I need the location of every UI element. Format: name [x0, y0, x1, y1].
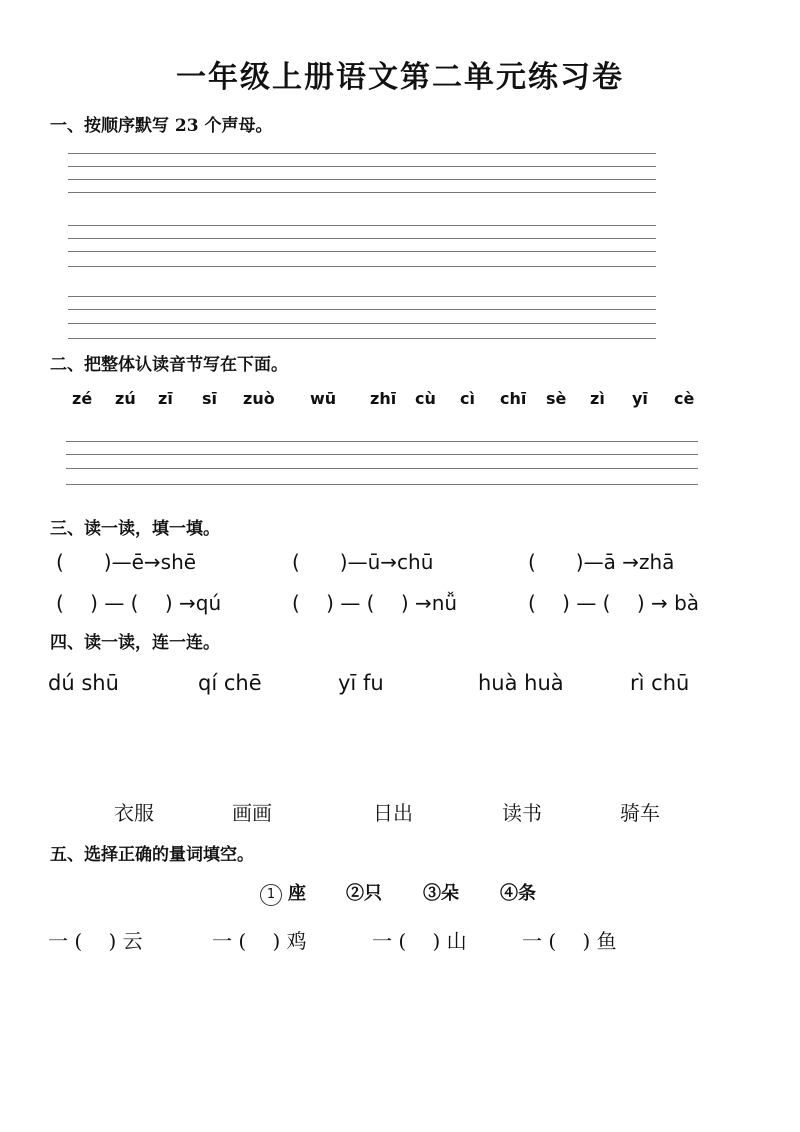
fill-blank: ( ) — ( ) →qú	[56, 591, 222, 615]
syllable: cù	[415, 389, 436, 408]
syllable: zhī	[370, 389, 397, 408]
pinyin-item: yī fu	[338, 671, 384, 695]
measure-word-option: ②只	[346, 883, 382, 904]
fill-blank: ( )—ā →zhā	[528, 550, 675, 574]
word-item: 画画	[232, 801, 272, 825]
fill-blank: ( )—ū→chū	[292, 550, 434, 574]
syllable: zú	[115, 389, 136, 408]
fill-blank: ( )—ē→shē	[56, 550, 197, 574]
page-title: 一年级上册语文第二单元练习卷	[176, 60, 624, 95]
section-5-heading: 五、选择正确的量词填空。	[50, 845, 254, 865]
measure-word-option: ④条	[500, 883, 536, 904]
option-number: ②	[346, 883, 364, 904]
pinyin-item: huà huà	[478, 671, 564, 695]
syllable: zé	[72, 389, 93, 408]
word-item: 骑车	[620, 801, 660, 825]
syllable: zuò	[243, 389, 275, 408]
word-item: 日出	[373, 801, 413, 825]
circled-number: 1	[260, 884, 282, 906]
syllable: sī	[202, 389, 218, 408]
measure-word-blank: 一 ( ) 鸡	[212, 929, 307, 953]
section-1-heading: 一、按顺序默写 23 个声母。	[50, 116, 273, 136]
measure-word-option: ③朵	[423, 883, 459, 904]
syllable: cè	[674, 389, 695, 408]
section-4-heading: 四、读一读，连一连。	[50, 633, 220, 653]
option-number: ④	[500, 883, 518, 904]
section-3-heading: 三、读一读，填一填。	[50, 519, 220, 539]
syllable: zī	[158, 389, 173, 408]
pinyin-item: dú shū	[48, 671, 119, 695]
word-item: 读书	[502, 801, 542, 825]
measure-word-blank: 一 ( ) 鱼	[522, 929, 617, 953]
fill-blank: ( ) — ( ) →nǚ	[292, 591, 458, 615]
measure-word-option: 1 座	[260, 879, 306, 906]
syllable: chī	[500, 389, 527, 408]
syllable: wū	[310, 389, 337, 408]
syllable: yī	[632, 389, 648, 408]
fill-blank: ( ) — ( ) → bà	[528, 591, 700, 615]
measure-word-blank: 一 ( ) 云	[48, 929, 143, 953]
option-number: ③	[423, 883, 441, 904]
pinyin-item: rì chū	[630, 671, 690, 695]
pinyin-item: qí chē	[198, 671, 262, 695]
section-2-heading: 二、把整体认读音节写在下面。	[50, 355, 288, 375]
syllable: cì	[460, 389, 475, 408]
syllable: sè	[546, 389, 567, 408]
word-item: 衣服	[114, 801, 154, 825]
syllable: zì	[590, 389, 605, 408]
measure-word-blank: 一 ( ) 山	[372, 929, 467, 953]
